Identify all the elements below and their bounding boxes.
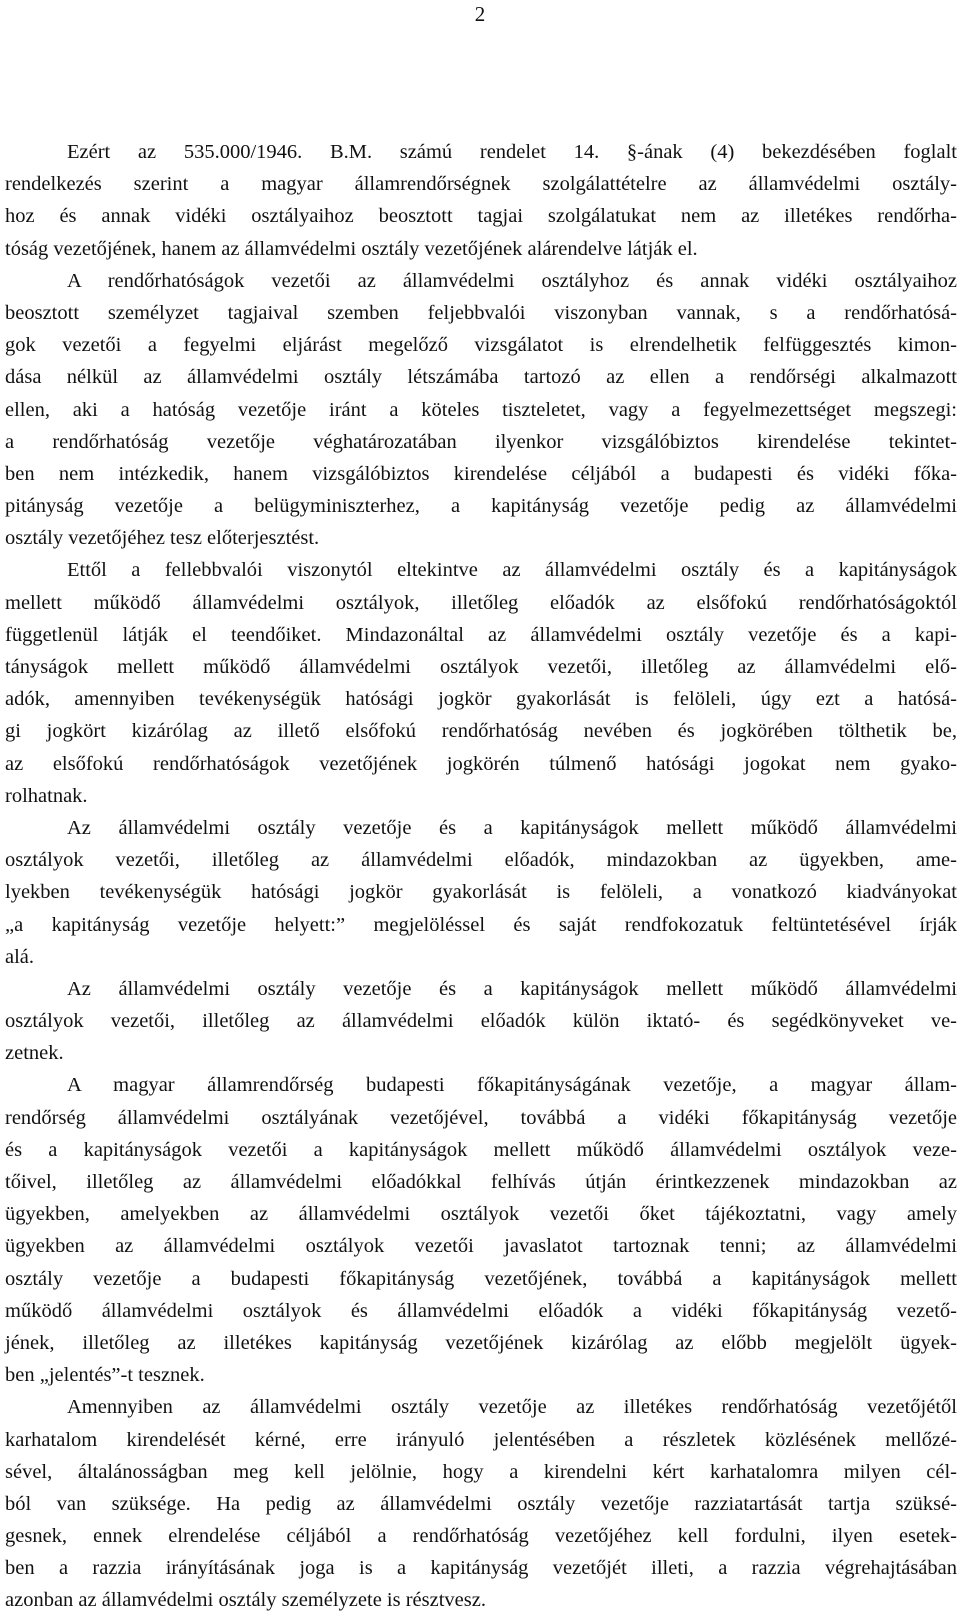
- text-line: Ettől a fellebbvalói viszonytól eltekintve az államvédelmi osztály és a kapitányságok: [67, 559, 957, 582]
- text-line: ellen, aki a hatóság vezetője iránt a köteles tiszteletet, vagy a fegyelmezettséget megszegi:: [5, 398, 957, 421]
- text-line: Az államvédelmi osztály vezetője és a kapitányságok mellett működő államvédelmi: [67, 977, 957, 1000]
- text-line: ügyekben az államvédelmi osztályok vezetői javaslatot tartoznak tenni; az államvédelmi: [5, 1235, 957, 1258]
- text-line: gesnek, ennek elrendelése céljából a rendőrhatóság vezetőjéhez kell fordulni, ilyen esetek-: [5, 1525, 957, 1548]
- text-line: alá.: [5, 945, 35, 968]
- text-line: Az államvédelmi osztály vezetője és a kapitányságok mellett működő államvédelmi: [67, 816, 957, 839]
- text-line: ból van szüksége. Ha pedig az államvédelmi osztály vezetője razziatartását tartja szüksé-: [5, 1492, 957, 1515]
- text-line: adók, amennyiben tevékenységük hatósági jogkör gyakorlását is felöleli, úgy ezt a hatósá-: [5, 688, 957, 711]
- text-line: tőivel, illetőleg az államvédelmi előadókkal felhívás útján érintkezzenek mindazokban az: [5, 1171, 957, 1193]
- page-number: 2: [474, 2, 486, 26]
- text-line: zetnek.: [5, 1042, 64, 1065]
- text-line: Amennyiben az államvédelmi osztály vezetője az illetékes rendőrhatóság vezetőjétől: [67, 1396, 957, 1419]
- text-line: A magyar államrendőrség budapesti főkapitányságának vezetője, a magyar állam-: [67, 1074, 957, 1097]
- text-line: és a kapitányságok vezetői a kapitányságok mellett működő államvédelmi osztályok veze-: [5, 1138, 957, 1161]
- text-line: ben nem intézkedik, hanem vizsgálóbiztos kirendelése céljából a budapesti és vidéki főka-: [5, 462, 957, 485]
- text-line: függetlenül látják el teendőiket. Mindazonáltal az államvédelmi osztály vezetője és a kapi-: [5, 623, 957, 646]
- text-line: működő államvédelmi osztályok és államvédelmi előadók a vidéki főkapitányság vezető-: [5, 1299, 957, 1322]
- text-line: Ezért az 535.000/1946. B.M. számú rendelet 14. §-ának (4) bekezdésében foglalt: [67, 141, 957, 163]
- text-line: rolhatnak.: [5, 784, 88, 807]
- text-line: osztály vezetőjéhez tesz előterjesztést.: [5, 527, 320, 550]
- text-line: rendelkezés szerint a magyar államrendőrségnek szolgálattételre az államvédelmi osztály-: [5, 173, 957, 196]
- text-line: gok vezetői a fegyelmi eljárást megelőző vizsgálatot is elrendelhetik felfüggesztés kimon-: [5, 334, 957, 357]
- text-line: az elsőfokú rendőrhatóságok vezetőjének jogkörén túlmenő hatósági jogokat nem gyako-: [5, 752, 957, 775]
- text-line: A rendőrhatóságok vezetői az államvédelmi osztályhoz és annak vidéki osztályaihoz: [67, 269, 957, 292]
- text-line: ben a razzia irányításának joga is a kapitányság vezetőjét illeti, a razzia végrehajtásában: [5, 1557, 957, 1580]
- text-line: azonban az államvédelmi osztály személyzete is résztvesz.: [5, 1589, 486, 1612]
- text-line: tóság vezetőjének, hanem az államvédelmi osztály vezetőjének alárendelve látják el.: [5, 237, 698, 260]
- document-body: [5, 136, 957, 1617]
- text-line: gi jogkört kizárólag az illető elsőfokú rendőrhatóság nevében és jogkörében tölthetik be,: [5, 720, 957, 743]
- text-line: osztályok vezetői, illetőleg az államvédelmi előadók, mindazokban az ügyekben, ame-: [5, 849, 957, 872]
- text-line: lyekben tevékenységük hatósági jogkör gyakorlását is felöleli, a vonatkozó kiadványokat: [5, 881, 957, 904]
- text-line: jének, illetőleg az illetékes kapitányság vezetőjének kizárólag az előbb megjelölt ügyek-: [5, 1331, 957, 1354]
- text-line: a rendőrhatóság vezetője véghatározatában ilyenkor vizsgálóbiztos kirendelése tekintet-: [5, 430, 957, 453]
- text-line: sével, általánosságban meg kell jelölnie, hogy a kirendelni kért karhatalomra milyen cél-: [5, 1460, 957, 1483]
- text-line: „a kapitányság vezetője helyett:” megjelöléssel és saját rendfokozatuk feltüntetésével írják: [5, 913, 957, 936]
- text-line: hoz és annak vidéki osztályaihoz beosztott tagjai szolgálatukat nem az illetékes rendőrha-: [5, 205, 957, 228]
- text-line: ben „jelentés”-t tesznek.: [5, 1364, 205, 1387]
- text-line: beosztott személyzet tagjaival szemben feljebbvalói viszonyban vannak, s a rendőrhatósá-: [5, 301, 957, 324]
- text-line: osztályok vezetői, illetőleg az államvédelmi előadók külön iktató- és segédkönyveket ve-: [5, 1010, 957, 1033]
- text-line: tányságok mellett működő államvédelmi osztályok vezetői, illetőleg az államvédelmi elő-: [5, 656, 957, 678]
- text-line: dása nélkül az államvédelmi osztály létszámába tartozó az ellen a rendőrségi alkalmazott: [5, 366, 957, 389]
- text-line: pitányság vezetője a belügyminiszterhez, a kapitányság vezetője pedig az államvédelmi: [5, 495, 957, 518]
- text-line: rendőrség államvédelmi osztályának vezetőjével, továbbá a vidéki főkapitányság vezetője: [5, 1106, 957, 1129]
- text-line: mellett működő államvédelmi osztályok, illetőleg előadók az elsőfokú rendőrhatóságoktól: [5, 591, 957, 614]
- text-line: ügyekben, amelyekben az államvédelmi osztályok vezetői őket tájékoztatni, vagy amely: [5, 1203, 957, 1226]
- text-line: osztály vezetője a budapesti főkapitányság vezetőjének, továbbá a kapitányságok mellett: [5, 1267, 957, 1290]
- text-line: karhatalom kirendelését kérné, erre irányuló jelentésében a részletek közlésének mellőzé-: [5, 1428, 957, 1451]
